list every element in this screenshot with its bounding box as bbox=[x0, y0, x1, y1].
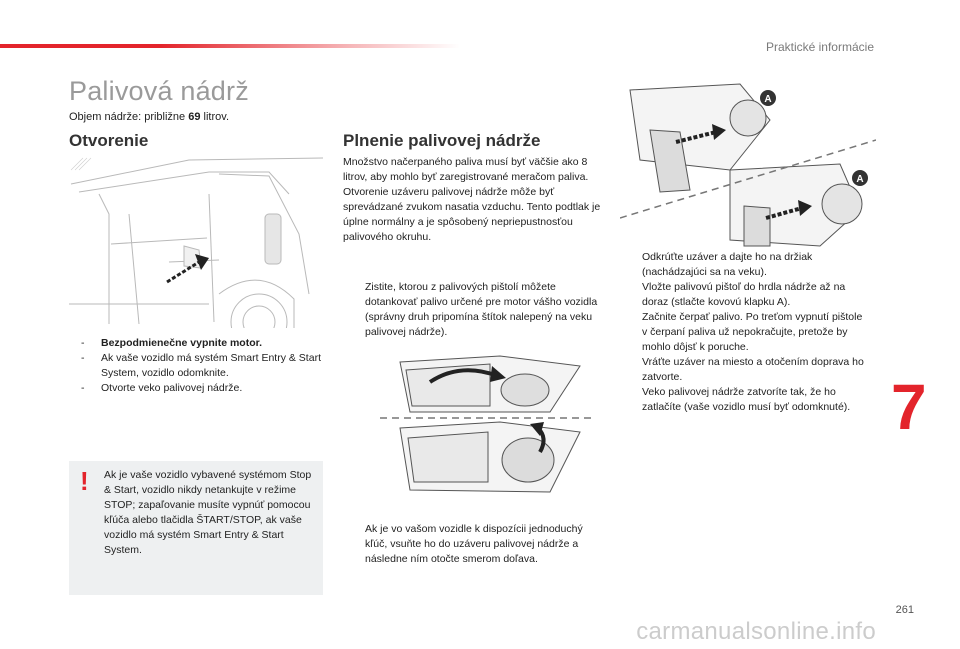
filling-intro bbox=[343, 155, 601, 245]
opening-steps bbox=[81, 336, 323, 396]
bullet-item: Zistite, ktorou z palivových pištolí môžete dotankovať palivo určené pre motor vášho vozidla (správny druh pripomína štítok nalepený na veku palivovej nádrže). bbox=[365, 281, 598, 338]
fuel-cap-key-illustration bbox=[380, 352, 596, 512]
refuel-step: Veko palivovej nádrže zatvoríte tak, že ho zatlačíte (vaše vozidlo musí byť odomknuté). bbox=[642, 386, 851, 413]
filling-bullet-2 bbox=[343, 522, 601, 567]
capacity-label: Objem nádrže: približne bbox=[69, 111, 189, 123]
opening-step: - Ak vaše vozidlo má systém Smart Entry & Start System, vozidlo odomknite. bbox=[81, 351, 323, 381]
bullet-item: Ak je vo vašom vozidle k dispozícii jednoduchý kľúč, vsuňte ho do uzáveru palivovej nádrže a následne ním otočte smerom doľava. bbox=[365, 523, 583, 565]
page-number: 261 bbox=[895, 604, 914, 616]
refuel-step: Odkrúťte uzáver a dajte ho na držiak (nachádzajúci sa na veku). bbox=[642, 251, 813, 278]
opening-heading: Otvorenie bbox=[69, 131, 149, 150]
filling-bullet-1 bbox=[343, 280, 601, 340]
section-header: Praktické informácie bbox=[765, 40, 874, 54]
capacity-unit: litrov. bbox=[200, 111, 230, 123]
fuel-nozzle-illustration bbox=[620, 80, 876, 250]
warning-icon: ! bbox=[80, 466, 89, 496]
warning-text: Ak je vaše vozidlo vybavené systémom Stop & Start, vozidlo nikdy netankujte v režime STOP; zapaľovanie musíte vypnúť pomocou kľúča alebo tlačidla ŠTART/STOP, ak vaše vozidlo má systém Smart Entry & Start System. bbox=[104, 469, 312, 556]
van-fuel-flap-illustration bbox=[69, 154, 323, 328]
opening-step: - Bezpodmienečne vypnite motor. bbox=[81, 336, 323, 351]
watermark: carmanualsonline.info bbox=[636, 618, 876, 645]
page-title: Palivová nádrž bbox=[69, 76, 249, 106]
label-a-bottom: A bbox=[856, 174, 864, 185]
label-a-top: A bbox=[764, 94, 772, 105]
refuel-steps bbox=[620, 250, 870, 415]
filling-intro-text: Množstvo načerpaného paliva musí byť väčšie ako 8 litrov, aby mohlo byť zaregistrované meračom paliva. bbox=[343, 156, 589, 183]
refuel-step-list bbox=[620, 250, 870, 415]
chapter-number: 7 bbox=[891, 371, 927, 443]
refuel-step: Začnite čerpať palivo. Po treťom vypnutí pištole v čerpaní paliva už nepokračujte, pretože by mohlo dôjsť k poruche. bbox=[642, 311, 863, 353]
tank-capacity bbox=[69, 111, 229, 123]
opening-step: - Otvorte veko palivovej nádrže. bbox=[81, 381, 323, 396]
refuel-step: Vráťte uzáver na miesto a otočením doprava ho zatvorte. bbox=[642, 356, 864, 383]
filling-intro-text-2: Otvorenie uzáveru palivovej nádrže môže byť sprevádzané zvukom nasatia vzduchu. Tento podtlak je úplne normálny a je spôsobený nepriepustnosťou palivového okruhu. bbox=[343, 186, 601, 243]
filling-heading: Plnenie palivovej nádrže bbox=[343, 131, 541, 150]
capacity-value: 69 bbox=[188, 111, 201, 123]
opening-step-list bbox=[81, 336, 323, 396]
refuel-step: Vložte palivovú pištoľ do hrdla nádrže až na doraz (stlačte kovovú klapku A). bbox=[642, 281, 846, 308]
header-accent-bar bbox=[0, 44, 460, 48]
